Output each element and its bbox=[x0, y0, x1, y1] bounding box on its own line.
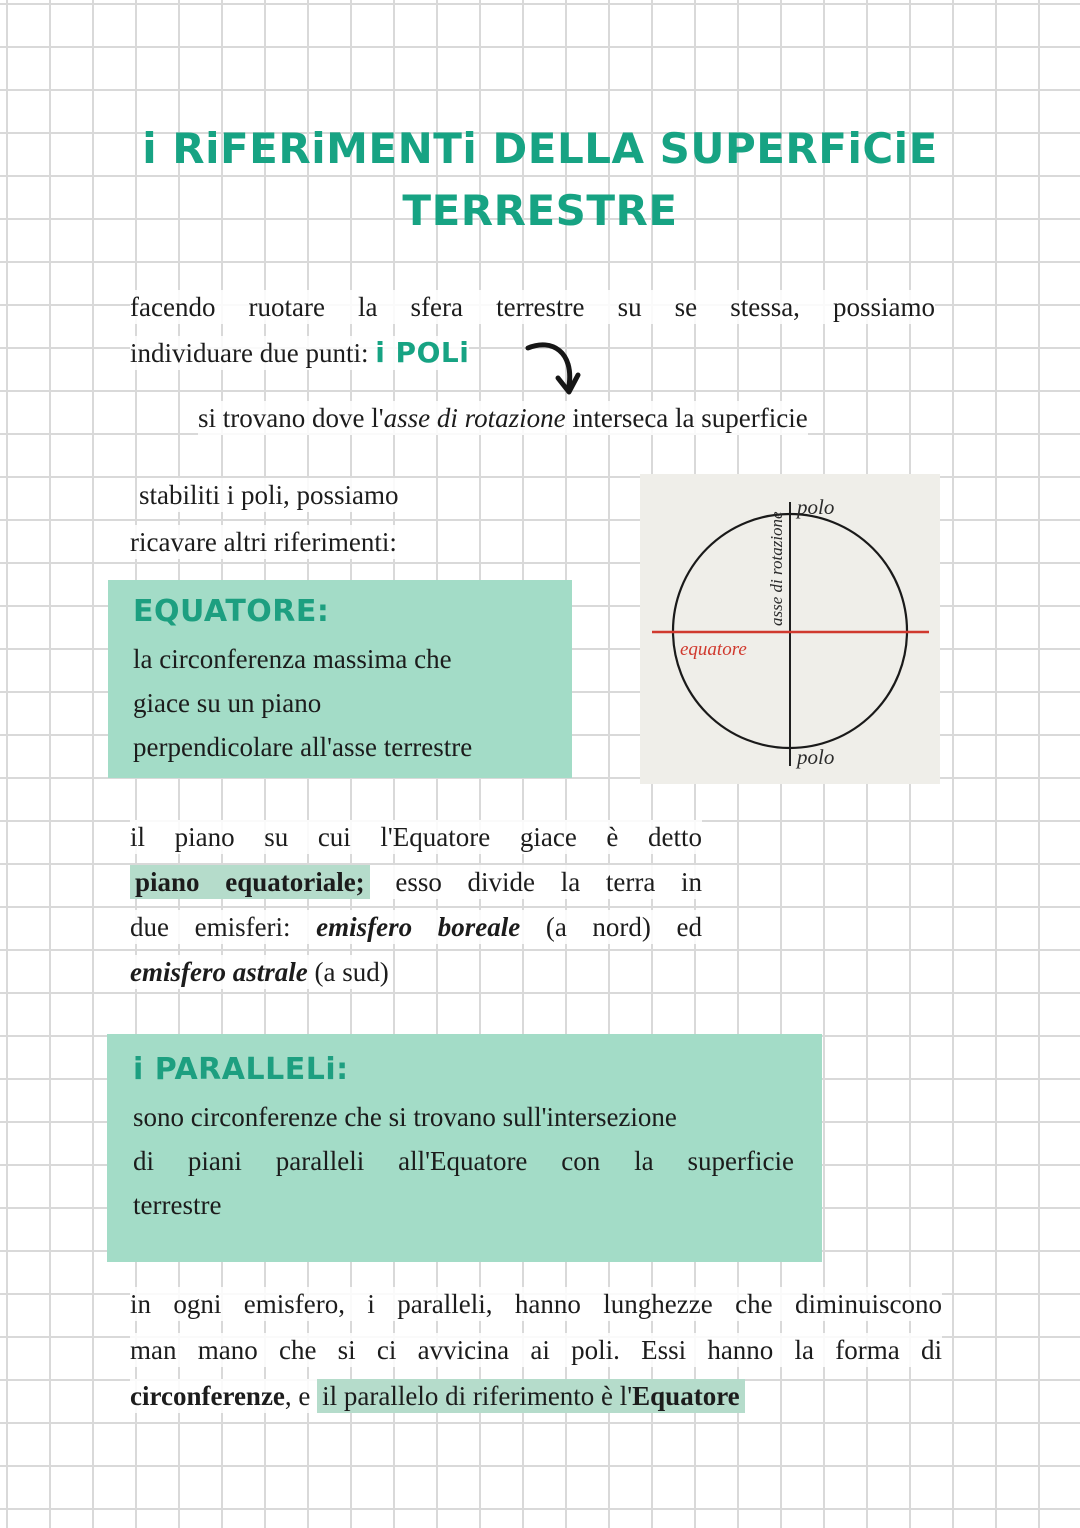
final-line-3-mid: , e bbox=[284, 1381, 318, 1411]
equatore-highlight-prefix: il parallelo di riferimento è l' bbox=[322, 1381, 633, 1411]
equatore-box-line-2: giace su un piano bbox=[133, 688, 322, 718]
equatore-box-line-3: perpendicolare all'asse terrestre bbox=[133, 732, 473, 762]
asse-suffix: interseca la superficie bbox=[565, 403, 808, 433]
equatore-highlight-bold: Equatore bbox=[632, 1381, 740, 1411]
equator-label: equatore bbox=[680, 639, 747, 660]
emisfero-astrale-text: emisfero astrale bbox=[130, 957, 308, 987]
asse-italic: asse di rotazione bbox=[383, 403, 566, 433]
emisfero-boreale-text: emisfero boreale bbox=[316, 912, 521, 942]
piano-line-1: il piano su cui l'Equatore giace è detto bbox=[130, 822, 702, 852]
piano-line-2-rest: esso divide la terra in bbox=[369, 867, 702, 897]
piano-equatoriale-paragraph bbox=[130, 815, 702, 995]
axis-label: asse di rotazione bbox=[767, 511, 786, 626]
title-line-2: TERRESTRE bbox=[402, 186, 678, 235]
final-paragraph bbox=[130, 1281, 942, 1419]
intro-line-1: facendo ruotare la sfera terrestre su se stessa, possiamo bbox=[130, 292, 935, 322]
piano-line-3 bbox=[130, 910, 702, 944]
piano-equatoriale-highlight: piano equatoriale; bbox=[130, 865, 370, 899]
paralleli-box-heading: i PARALLELi: bbox=[133, 1052, 349, 1087]
piano-line-4 bbox=[130, 955, 389, 989]
title-line-1: i RiFERiMENTi DELLA SUPERFiCiE bbox=[142, 124, 938, 173]
polo-bottom-label: polo bbox=[797, 745, 835, 769]
final-line-2: man mano che si ci avvicina ai poli. Essi hanno la forma di bbox=[130, 1335, 942, 1365]
polo-top-label: polo bbox=[797, 495, 835, 519]
curved-arrow-icon bbox=[522, 336, 586, 400]
circonferenze-text: circonferenze bbox=[130, 1381, 285, 1411]
poli-definition-line bbox=[198, 395, 958, 441]
paralleli-box-line-1: sono circonferenze che si trovano sull'intersezione bbox=[133, 1102, 677, 1132]
poli-label: i POLi bbox=[375, 336, 470, 369]
piano-line-4-rest: (a sud) bbox=[307, 957, 389, 987]
stabiliti-line-1: stabiliti i poli, possiamo bbox=[139, 480, 399, 510]
intro-line-2-text: individuare due punti: bbox=[130, 338, 376, 368]
intro-line-2 bbox=[130, 336, 469, 370]
page-title bbox=[100, 118, 980, 242]
stabiliti-line-2: ricavare altri riferimenti: bbox=[130, 527, 397, 557]
equatore-highlight bbox=[317, 1379, 745, 1413]
poli-definition-text bbox=[198, 401, 808, 435]
paralleli-note-box bbox=[107, 1034, 822, 1262]
equatore-box-heading: EQUATORE: bbox=[133, 594, 330, 629]
final-line-1: in ogni emisfero, i paralleli, hanno lunghezze che diminuiscono bbox=[130, 1289, 942, 1319]
paralleli-box-line-3: terrestre bbox=[133, 1190, 222, 1220]
asse-prefix: si trovano dove l' bbox=[198, 403, 384, 433]
final-line-3 bbox=[130, 1379, 745, 1413]
paralleli-box-line-2: di piani paralleli all'Equatore con la superficie bbox=[133, 1146, 794, 1176]
earth-diagram bbox=[640, 474, 940, 784]
equatore-note-box bbox=[108, 580, 572, 778]
stabiliti-paragraph bbox=[130, 472, 610, 566]
piano-line-3-rest: (a nord) ed bbox=[520, 912, 702, 942]
piano-line-3-prefix: due emisferi: bbox=[130, 912, 317, 942]
equatore-box-line-1: la circonferenza massima che bbox=[133, 644, 452, 674]
